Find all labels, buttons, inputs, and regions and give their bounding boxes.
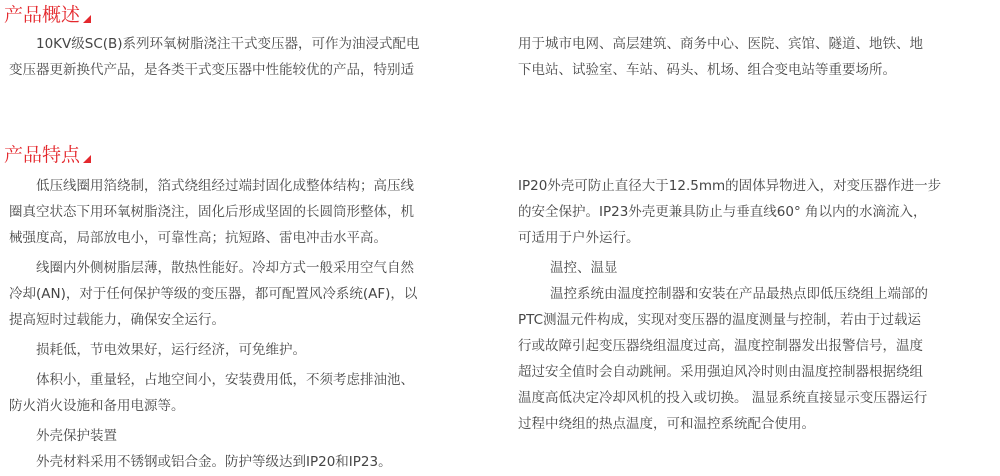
features-right-line: 温度高低决定冷却风机的投入或切换。 温显系统直接显示变压器运行 [518, 390, 928, 406]
overview-left-line: 变压器更新换代产品，是各类干式变压器中性能较优的产品，特别适 [9, 62, 414, 78]
features-heading [4, 142, 91, 168]
features-left-line: 损耗低，节电效果好，运行经济，可免维护。 [36, 342, 306, 358]
features-left-line: 防火消火设施和备用电源等。 [9, 398, 185, 414]
features-left-line: 提高短时过载能力，确保安全运行。 [9, 312, 225, 328]
features-right-line: 温控系统由温度控制器和安装在产品最热点即低压绕组上端部的 [550, 286, 928, 302]
features-left-line: 体积小，重量轻，占地空间小，安装费用低，不须考虑排油池、 [36, 372, 414, 388]
triangle-marker-icon [83, 15, 91, 23]
features-heading-text: 产品特点 [4, 144, 81, 166]
triangle-marker-icon [83, 155, 91, 163]
overview-right-line: 下电站、试验室、车站、码头、机场、组合变电站等重要场所。 [518, 62, 896, 78]
features-right-line: 温控、温显 [550, 260, 618, 276]
features-right-line: 行或故障引起变压器绕组温度过高，温度控制器发出报警信号，温度 [518, 338, 923, 354]
features-left-line: 线圈内外侧树脂层薄，散热性能好。冷却方式一般采用空气自然 [36, 260, 414, 276]
features-left-line: 外壳保护装置 [36, 428, 117, 444]
features-right-line: 过程中绕组的热点温度，可和温控系统配合使用。 [518, 416, 815, 432]
features-right-line: IP20外壳可防止直径大于12.5mm的固体异物进入，对变压器作进一步 [518, 178, 942, 194]
features-left-line: 外壳材料采用不锈钢或铝合金。防护等级达到IP20和IP23。 [36, 454, 392, 470]
features-left-line: 冷却(AN)，对于任何保护等级的变压器，都可配置风冷系统(AF)，以 [9, 286, 418, 302]
features-right-line: PTC测温元件构成，实现对变压器的温度测量与控制，若由于过载运 [518, 312, 922, 328]
features-left-line: 圈真空状态下用环氧树脂浇注，固化后形成坚固的长圆筒形整体，机 [9, 204, 414, 220]
overview-heading [4, 2, 91, 28]
overview-right-line: 用于城市电网、高层建筑、商务中心、医院、宾馆、隧道、地铁、地 [518, 36, 923, 52]
overview-heading-text: 产品概述 [4, 4, 81, 26]
features-right-line: 可适用于户外运行。 [518, 230, 640, 246]
features-left-line: 低压线圈用箔绕制，箔式绕组经过端封固化成整体结构；高压线 [36, 178, 414, 194]
features-right-line: 的安全保护。IP23外壳更兼具防止与垂直线60° 角以内的水滴流入， [518, 204, 927, 220]
overview-left-line: 10KV级SC(B)系列环氧树脂浇注干式变压器，可作为油浸式配电 [36, 36, 420, 52]
features-left-line: 械强度高，局部放电小，可靠性高；抗短路、雷电冲击水平高。 [9, 230, 387, 246]
features-right-line: 超过安全值时会自动跳闸。采用强迫风冷时则由温度控制器根据绕组 [518, 364, 923, 380]
